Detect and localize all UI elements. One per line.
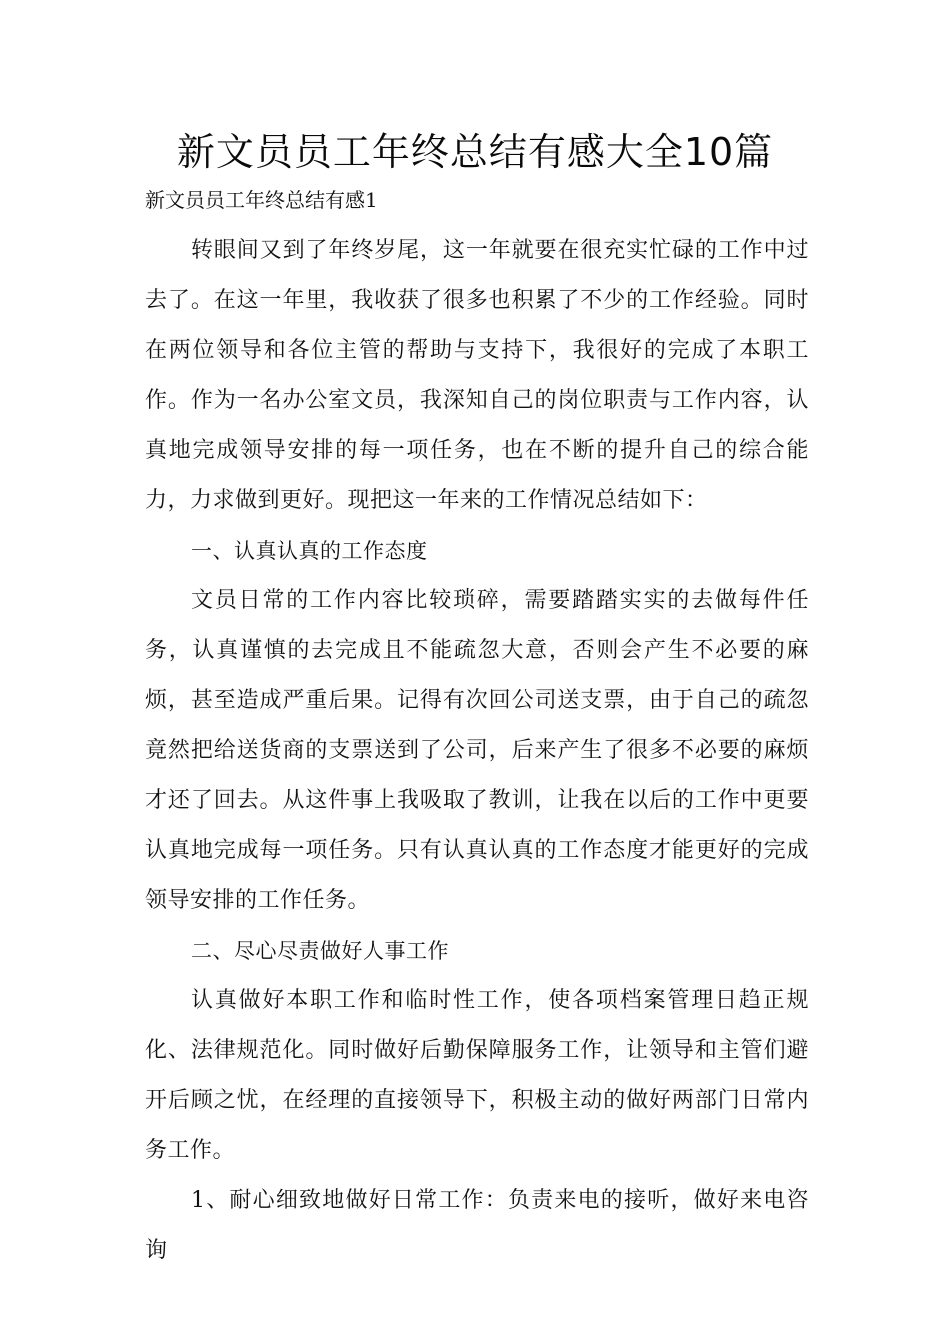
section-heading-2: 二、尽心尽责做好人事工作: [191, 939, 449, 963]
document-subtitle: 新文员员工年终总结有感1: [145, 188, 378, 212]
section-heading-1: 一、认真认真的工作态度: [191, 539, 428, 563]
paragraph-attitude: 文员日常的工作内容比较琐碎，需要踏踏实实的去做每件任务，认真谨慎的去完成且不能疏忽大意，否则会产生不必要的麻烦，甚至造成严重后果。记得有次回公司送支票，由于自己的疏忽竟然把给送货商的支票送到了公司，后来产生了很多不必要的麻烦才还了回去。从这件事上我吸取了教训，让我在以后的工作中更要认真地完成每一项任务。只有认真认真的工作态度才能更好的完成领导安排的工作任务。: [145, 588, 809, 913]
document-body: [145, 226, 809, 1276]
document-title: 新文员员工年终总结有感大全10篇: [176, 130, 774, 174]
paragraph-personnel: 认真做好本职工作和临时性工作，使各项档案管理日趋正规化、法律规范化。同时做好后勤保障服务工作，让领导和主管们避开后顾之忧，在经理的直接领导下，积极主动的做好两部门日常内务工作。: [145, 988, 809, 1163]
paragraph-intro: 转眼间又到了年终岁尾，这一年就要在很充实忙碌的工作中过去了。在这一年里，我收获了很多也积累了不少的工作经验。同时在两位领导和各位主管的帮助与支持下，我很好的完成了本职工作。作为一名办公室文员，我深知自己的岗位职责与工作内容，认真地完成领导安排的每一项任务，也在不断的提升自己的综合能力，力求做到更好。现把这一年来的工作情况总结如下：: [145, 238, 809, 513]
paragraph-daily-work: 1、耐心细致地做好日常工作：负责来电的接听，做好来电咨询: [145, 1188, 809, 1263]
